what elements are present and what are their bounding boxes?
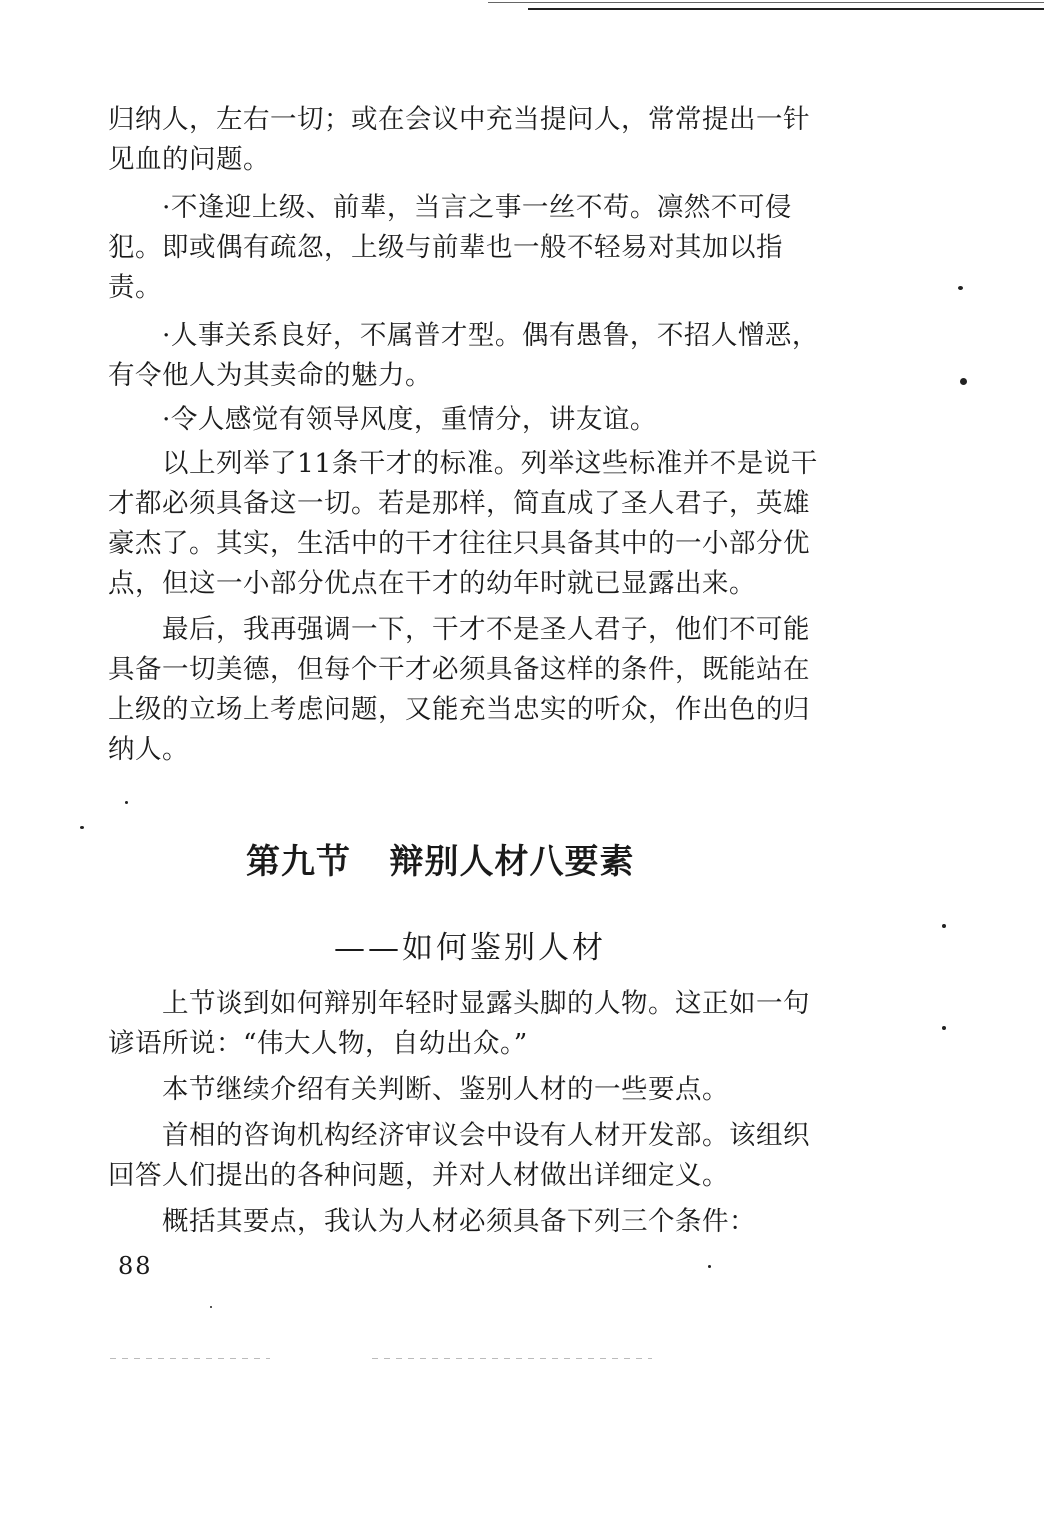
section-title: 第九节 辩别人材八要素 (246, 842, 635, 882)
scan-speck (708, 1265, 711, 1268)
paragraph-9: 首相的咨询机构经济审议会中设有人材开发部。该组织回答人们提出的各种问题，并对人材做出详细定义。 (108, 1120, 810, 1191)
top-rule (528, 8, 1044, 10)
paragraph-3: ·人事关系良好，不属普才型。偶有愚鲁，不招人憎恶，有令他人为其卖命的魅力。 (108, 320, 819, 391)
scan-speck (210, 1306, 212, 1308)
scan-dash-line (372, 1358, 652, 1359)
paragraph-6: 最后，我再强调一下，干才不是圣人君子，他们不可能具备一切美德，但每个干才必须具备这样的条件，既能站在上级的立场上考虑问题，又能充当忠实的听众，作出色的归纳人。 (108, 614, 810, 765)
scan-speck (960, 378, 967, 385)
scan-dash-line (110, 1358, 270, 1359)
scan-speck (80, 826, 84, 829)
scan-speck (942, 924, 946, 928)
scan-speck (942, 1026, 946, 1030)
paragraph-4: ·令人感觉有领导风度，重情分，讲友谊。 (162, 404, 657, 435)
page-number: 88 (118, 1252, 153, 1280)
paragraph-2: ·不逢迎上级、前辈，当言之事一丝不苟。凛然不可侵犯。即或偶有疏忽，上级与前辈也一般不轻易对其加以指责。 (108, 192, 792, 303)
paragraph-10: 概括其要点，我认为人材必须具备下列三个条件： (162, 1206, 756, 1237)
body-text-bottom (108, 984, 824, 1242)
paragraph-1: 归纳人，左右一切；或在会议中充当提问人，常常提出一针见血的问题。 (108, 104, 810, 175)
top-rule-thin (488, 2, 1044, 3)
scan-speck (958, 286, 963, 290)
body-text-top (108, 100, 824, 770)
paragraph-5: 以上列举了11条干才的标准。列举这些标准并不是说干才都必须具备这一切。若是那样，简直成了圣人君子，英雄豪杰了。其实，生活中的干才往往只具备其中的一小部分优点，但这一小部分优点在干才的幼年时就已显露出来。 (108, 448, 818, 599)
scan-speck (125, 801, 128, 804)
paragraph-7: 上节谈到如何辩别年轻时显露头脚的人物。这正如一句谚语所说：“伟大人物，自幼出众。” (108, 988, 810, 1059)
section-subtitle: ——如何鉴别人材 (334, 930, 606, 966)
paragraph-8: 本节继续介绍有关判断、鉴别人材的一些要点。 (162, 1074, 729, 1105)
